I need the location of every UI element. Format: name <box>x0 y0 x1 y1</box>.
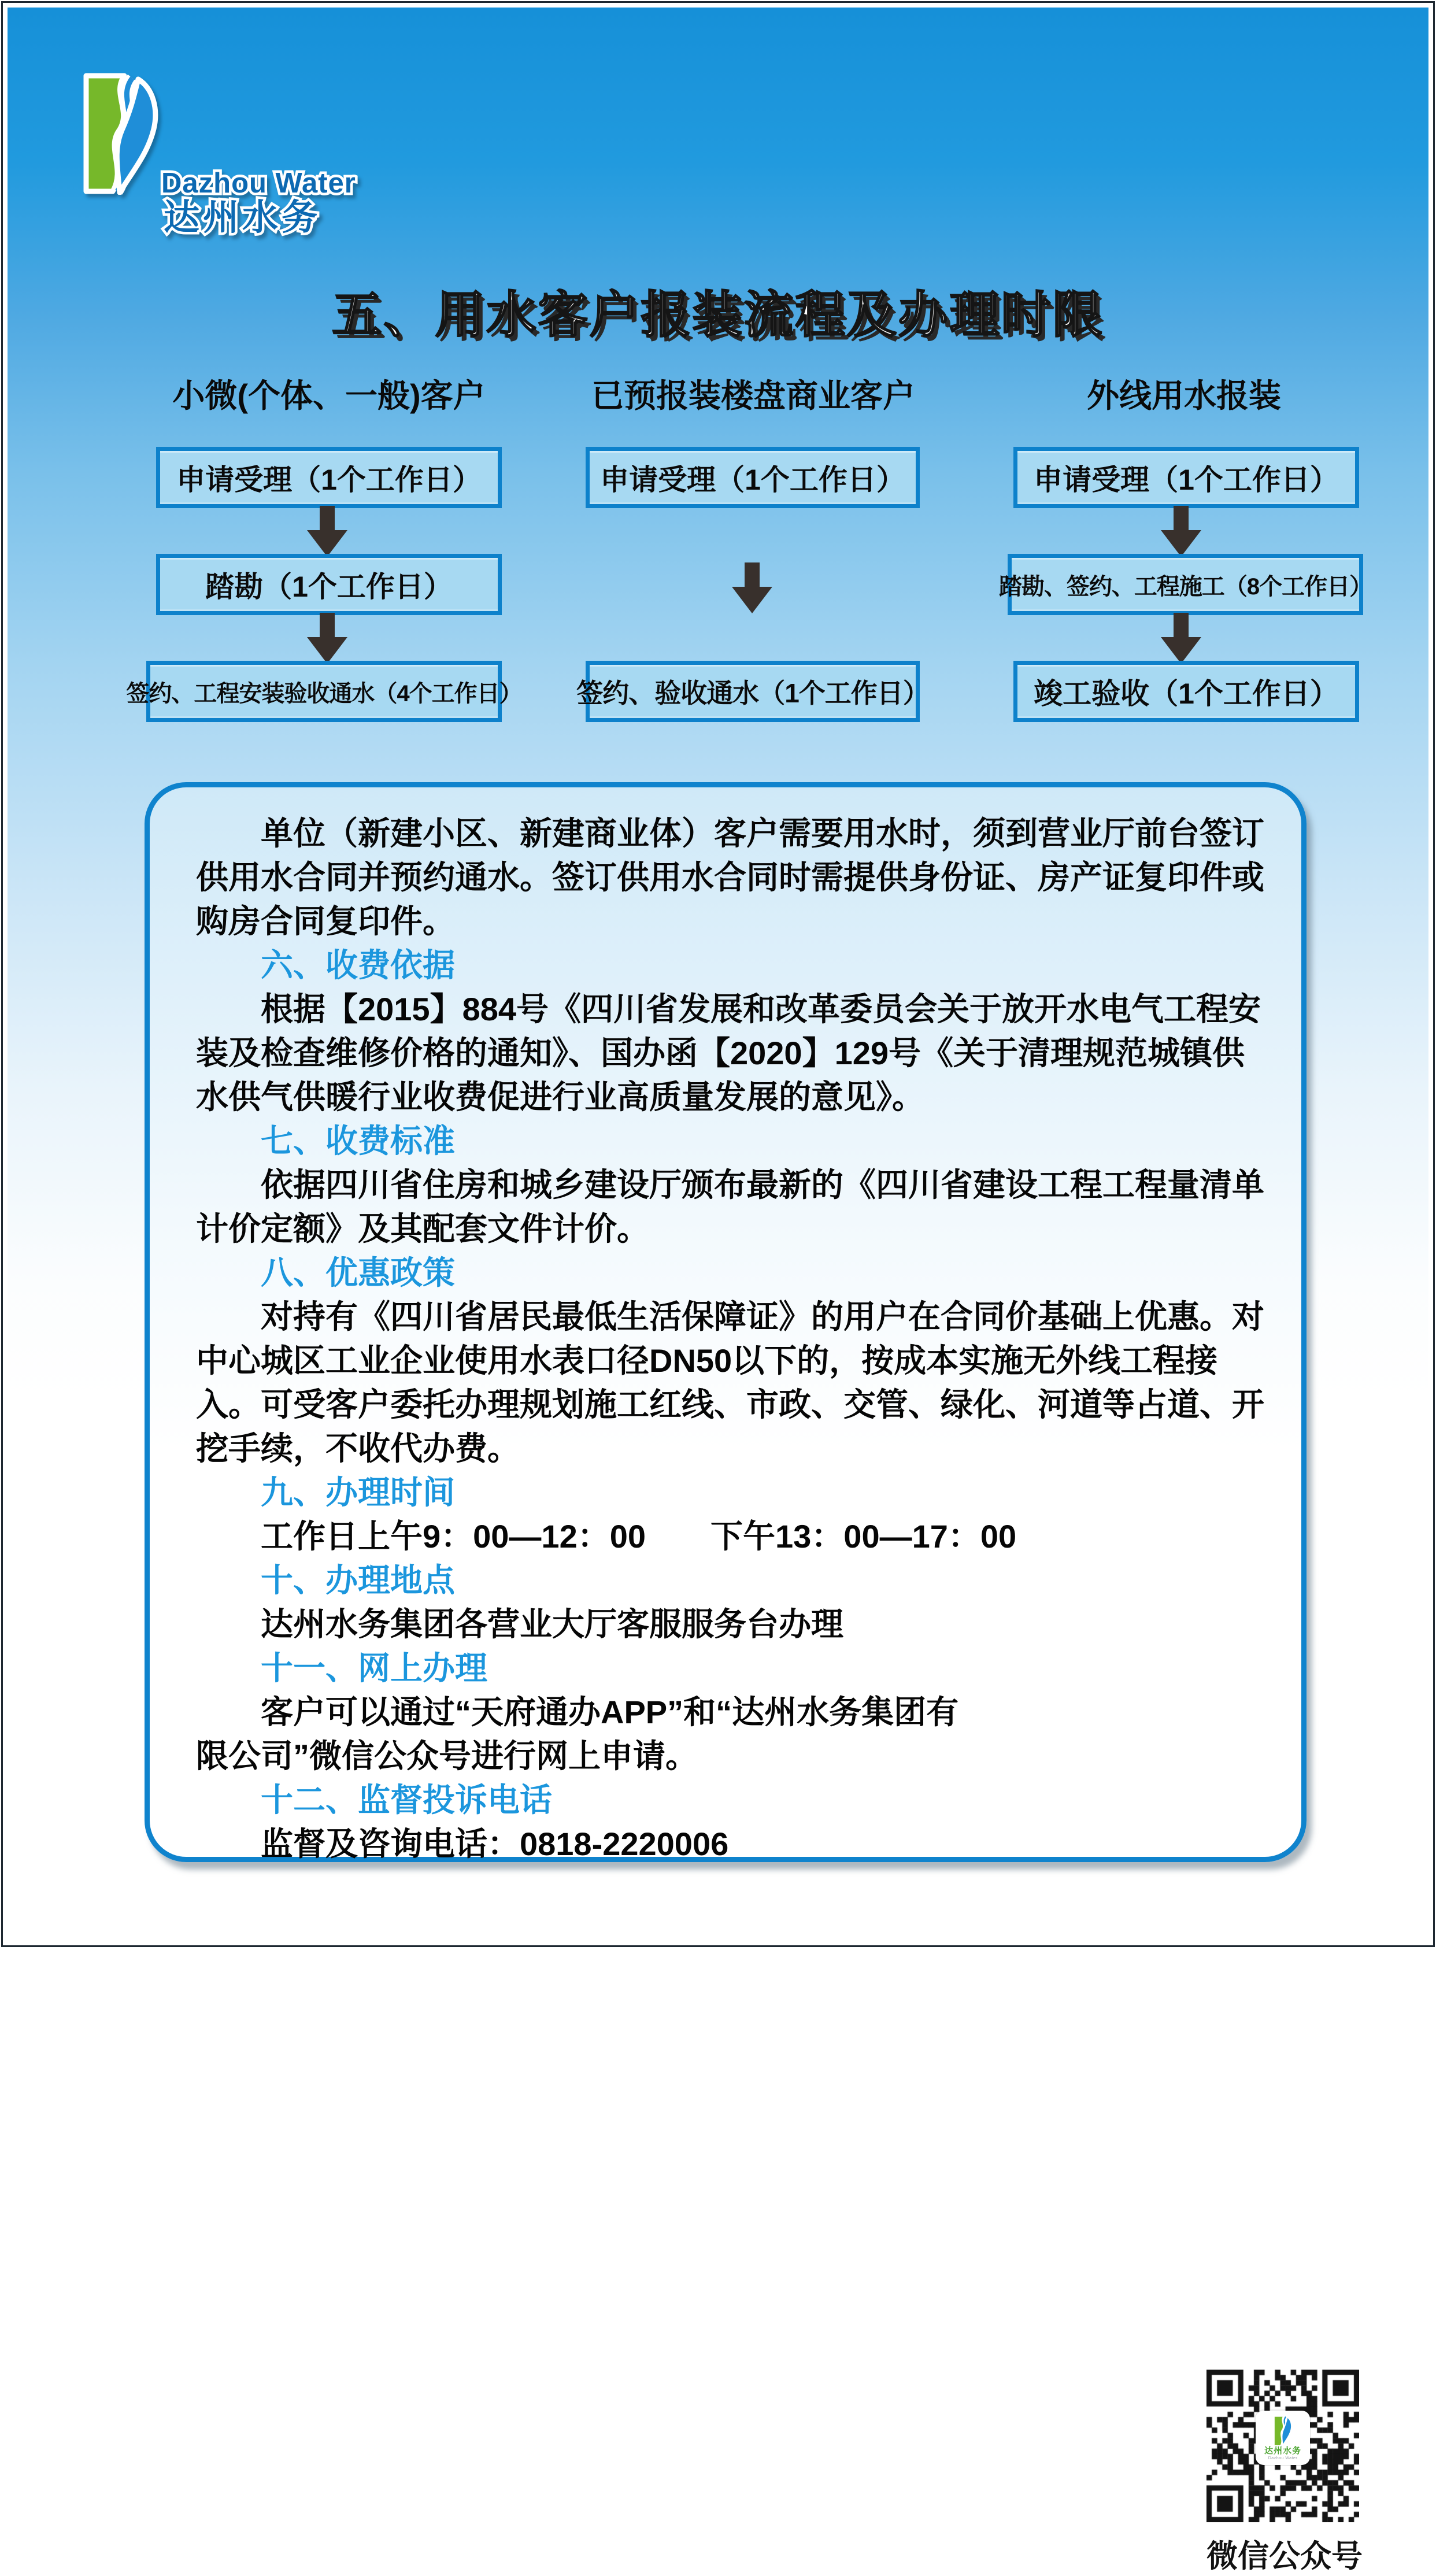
flow-step: 竣工验收（1个工作日） <box>1013 661 1359 722</box>
section-heading-discount-policy: 八、优惠政策 <box>261 1254 455 1291</box>
column-header-small-customers: 小微(个体、一般)客户 <box>172 377 486 414</box>
column-header-external-line: 外线用水报装 <box>1087 377 1281 414</box>
section-heading-online-service: 十一、网上办理 <box>261 1650 487 1686</box>
section-body: 达州水务集团各营业大厅客服服务台办理 <box>261 1606 843 1642</box>
section-body: 工作日上午9：00—12：00 下午13：00—17：00 <box>261 1518 1017 1555</box>
wechat-qr-block <box>1206 2370 1363 2576</box>
arrow-down-icon <box>1161 506 1201 557</box>
section-body: 依据四川省住房和城乡建设厅颁布最新的《四川省建设工程工程量清单计价定额》及其配套文件计价。 <box>196 1167 1264 1247</box>
qr-badge-brand-en: Dazhou Water <box>1268 2456 1298 2460</box>
arrow-down-icon <box>307 613 347 664</box>
section-body: 监督及咨询电话：0818-2220006 <box>261 1826 729 1862</box>
qr-badge-brand-cn: 达州水务 <box>1264 2445 1301 2456</box>
flow-step: 签约、验收通水（1个工作日） <box>586 661 920 722</box>
qr-label: 微信公众号 <box>1206 2539 1363 2574</box>
qr-wrap <box>1206 2370 1359 2522</box>
section-heading-complaint-phone: 十二、监督投诉电话 <box>261 1782 552 1818</box>
water-drop-mini-icon <box>1272 2415 1293 2447</box>
intro-paragraph: 单位（新建小区、新建商业体）客户需要用水时，须到营业厅前台签订供用水合同并预约通水。签订供用水合同时需提供身份证、房产证复印件或购房合同复印件。 <box>196 815 1264 939</box>
section-heading-office-location: 十、办理地点 <box>261 1562 455 1598</box>
arrow-down-icon <box>1161 613 1201 664</box>
section-body: 根据【2015】884号《四川省发展和改革委员会关于放开水电气工程安装及检查维修价格的通知》、国办函【2020】129号《关于清理规范城镇供水供气供暖行业收费促进行业高质量发展的意见》。 <box>196 991 1261 1115</box>
qr-center-logo <box>1256 2411 1310 2465</box>
section-body: 对持有《四川省居民最低生活保障证》的用户在合同价基础上优惠。对中心城区工业企业使用水表口径DN50以下的，按成本实施无外线工程接入。可受客户委托办理规划施工红线、市政、交管、绿化、河道等占道、开挖手续，不收代办费。 <box>196 1298 1264 1467</box>
section-heading-office-hours: 九、办理时间 <box>261 1474 455 1511</box>
flow-step: 踏勘（1个工作日） <box>156 554 502 615</box>
poster-background <box>8 8 1428 2574</box>
flow-step: 申请受理（1个工作日） <box>586 447 920 508</box>
info-content <box>196 812 1269 1866</box>
column-header-prebuilt-commercial: 已预报装楼盘商业客户 <box>591 377 915 414</box>
info-panel <box>145 782 1363 2574</box>
dazhou-water-logo-icon <box>82 72 451 246</box>
section-heading-fees-basis: 六、收费依据 <box>261 947 455 983</box>
brand-name-cn: 达州水务 <box>164 198 321 238</box>
flow-step: 签约、工程安装验收通水（4个工作日） <box>146 661 502 722</box>
section-body: 客户可以通过“天府通办APP”和“达州水务集团有限公司”微信公众号进行网上申请。 <box>196 1694 959 1774</box>
flow-step: 踏勘、签约、工程施工（8个工作日） <box>1008 554 1363 615</box>
flow-step: 申请受理（1个工作日） <box>1013 447 1359 508</box>
arrow-down-icon <box>732 562 772 613</box>
page-title: 五、用水客户报装流程及办理时限 <box>332 287 1104 343</box>
section-heading-fee-standard: 七、收费标准 <box>261 1123 455 1159</box>
brand-name-en: Dazhou Water <box>161 168 356 199</box>
arrow-down-icon <box>307 506 347 557</box>
flow-step: 申请受理（1个工作日） <box>156 447 502 508</box>
